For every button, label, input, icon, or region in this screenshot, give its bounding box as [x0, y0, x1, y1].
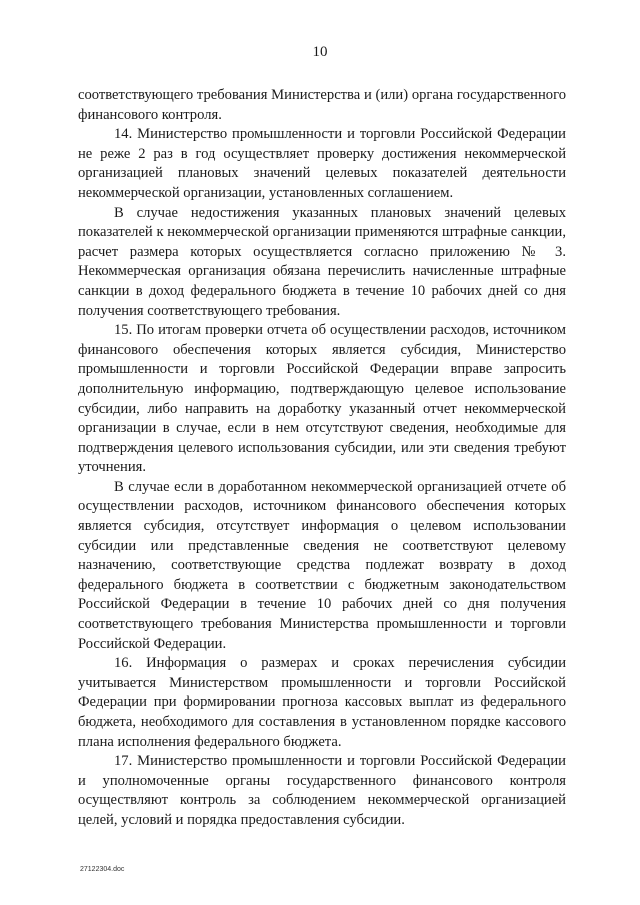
document-body: [78, 86, 566, 831]
paragraph-item-16: 16. Информация о размерах и сроках перечисления субсидии учитывается Министерством промышленности и торговли Российской Федерации при формировании прогноза кассовых выплат из федерального бюджета, необходимого для составления в установленном порядке кассового плана исполнения федерального бюджета.: [78, 655, 566, 750]
paragraph-item-15: 15. По итогам проверки отчета об осуществлении расходов, источником финансового обеспечения которых является субсидия, Министерство промышленности и торговли Российской Федерации вправе запросить дополнительную информацию, подтверждающую целевое использование субсидии, либо направить на доработку указанный отчет некоммерческой организации в случае, если в нем отсутствуют сведения, необходимые для подтверждения целевого использования субсидии, или эти сведения требуют уточнения.: [78, 322, 566, 476]
paragraph-item-17: 17. Министерство промышленности и торговли Российской Федерации и уполномоченные органы государственного финансового контроля осуществляют контроль за соблюдением некоммерческой организацией целей, условий и порядка предоставления субсидии.: [78, 753, 566, 828]
paragraph-continuation: соответствующего требования Министерства и (или) органа государственного финансового контроля.: [78, 87, 566, 123]
footer-document-code: 27122304.doc: [80, 866, 125, 873]
paragraph-penalties: В случае недостижения указанных плановых значений целевых показателей к некоммерческой организации применяются штрафные санкции, расчет размера которых осуществляется согласно приложению № 3. Некоммерческая организация обязана перечислить начисленные штрафные санкции в доход федерального бюджета в течение 10 рабочих дней со дня получения соответствующего требования.: [78, 204, 566, 319]
paragraph-item-14: 14. Министерство промышленности и торговли Российской Федерации не реже 2 раз в год осуществляет проверку достижения некоммерческой организацией плановых значений целевых показателей деятельности некоммерческой организации, установленных соглашением.: [78, 126, 566, 201]
page-number: 10: [312, 44, 328, 60]
paragraph-refund: В случае если в доработанном некоммерческой организацией отчете об осуществлении расходов, источником финансового обеспечения которых является субсидия, отсутствует информация о целевом использовании субсидии или представленные сведения не соответствуют целевому назначению, соответствующие средства подлежат возврату в доход федерального бюджета в соответствии с бюджетным законодательством Российской Федерации в течение 10 рабочих дней со дня получения соответствующего требования Министерства промышленности и торговли Российской Федерации.: [78, 478, 566, 652]
